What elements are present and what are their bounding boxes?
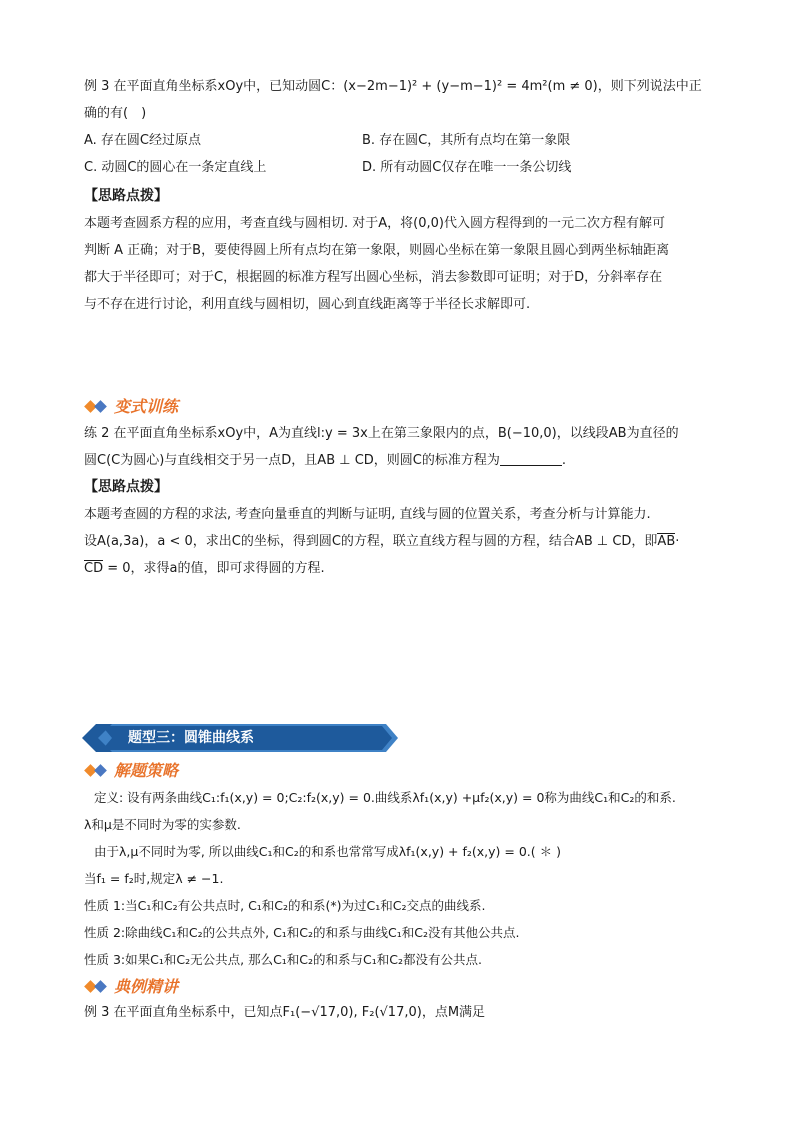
diamond-icon <box>84 980 110 994</box>
practice-2 <box>84 420 724 474</box>
vector-ab: AB <box>657 534 676 549</box>
section-example-title: 典例精讲 <box>114 977 179 996</box>
practice-2-line-2-text: 圆C(C为圆心)与直线相交于另一点D，且AB ⊥ CD，则圆C的标准方程为 <box>84 453 500 468</box>
strategy-definition: 定义: 设有两条曲线C₁:f₁(x,y) = 0;C₂:f₂(x,y) = 0.曲线系λf₁(x,y) +μf₂(x,y) = 0称为曲线C₁和C₂的和系. <box>94 790 676 805</box>
hint-2 <box>84 474 724 582</box>
diamond-icon <box>84 400 110 414</box>
hint-2-line-3-text: = 0，求得a的值，即可求得圆的方程. <box>103 561 325 576</box>
strategy-rewrite: 由于λ,μ不同时为零, 所以曲线C₁和C₂的和系也常常写成λf₁(x,y) + f₂(x,y) = 0.( ＊ ) <box>94 844 561 859</box>
hint-1-line-2: 判断 A 正确；对于B，要使得圆上所有点均在第一象限，则圆心坐标在第一象限且圆心到两坐标轴距离 <box>84 243 670 258</box>
options-row-1 <box>84 127 724 154</box>
strategy-definition-cont: λ和μ是不同时为零的实参数. <box>84 817 241 832</box>
option-a: A. 存在圆C经过原点 <box>84 133 202 148</box>
hint-2-line-3 <box>84 555 724 582</box>
section-variant-training <box>84 396 178 418</box>
practice-2-line-2-end: . <box>561 453 567 468</box>
vector-cd: CD <box>84 561 104 576</box>
section-strategy <box>84 760 178 782</box>
strategy-property-1: 性质 1:当C₁和C₂有公共点时, C₁和C₂的和系(*)为过C₁和C₂交点的曲线系. <box>84 898 486 913</box>
hint-2-heading: 【思路点拨】 <box>84 479 168 495</box>
practice-2-line-2 <box>84 447 724 474</box>
topic-banner-title: 题型三：圆锥曲线系 <box>128 730 254 746</box>
example-3-line-2: 确的有( ) <box>84 106 147 121</box>
hint-1-line-4: 与不存在进行讨论，利用直线与圆相切，圆心到直线距离等于半径长求解即可. <box>84 297 531 312</box>
option-d: D. 所有动圆C仅存在唯一一条公切线 <box>362 160 572 175</box>
answer-blank <box>500 451 562 466</box>
strategy-property-3: 性质 3:如果C₁和C₂无公共点, 那么C₁和C₂的和系与C₁和C₂都没有公共点. <box>84 952 482 967</box>
practice-2-line-1: 练 2 在平面直角坐标系xOy中，A为直线l:y = 3x上在第三象限内的点，B(−10,0)，以线段AB为直径的 <box>84 426 679 441</box>
strategy <box>84 784 724 973</box>
options <box>84 127 724 181</box>
hint-1-line-1: 本题考查圆系方程的应用，考查直线与圆相切. 对于A，将(0,0)代入圆方程得到的一元二次方程有解可 <box>84 216 665 231</box>
strategy-rule: 当f₁ = f₂时,规定λ ≠ −1. <box>84 871 224 886</box>
hint-1-heading: 【思路点拨】 <box>84 188 168 204</box>
example-3 <box>84 73 724 127</box>
option-b: B. 存在圆C，其所有点均在第一象限 <box>362 133 571 148</box>
example-3b-line-1: 例 3 在平面直角坐标系中，已知点F₁(−√17,0), F₂(√17,0)，点M满足 <box>84 1005 486 1020</box>
hint-2-line-2-text: 设A(a,3a)，a < 0，求出C的坐标，得到圆C的方程，联立直线方程与圆的方程，结合AB ⊥ CD，即 <box>84 534 658 549</box>
dot-operator: · <box>675 534 680 549</box>
section-strategy-title: 解题策略 <box>114 761 179 780</box>
options-row-2 <box>84 154 724 181</box>
hint-2-line-2 <box>84 528 724 555</box>
section-variant-title: 变式训练 <box>114 397 179 416</box>
option-c: C. 动圆C的圆心在一条定直线上 <box>84 160 267 175</box>
strategy-property-2: 性质 2:除曲线C₁和C₂的公共点外, C₁和C₂的和系与曲线C₁和C₂没有其他公共点. <box>84 925 520 940</box>
hint-2-line-1: 本题考查圆的方程的求法, 考查向量垂直的判断与证明, 直线与圆的位置关系，考查分析与计算能力. <box>84 507 651 522</box>
example-3b <box>84 999 724 1026</box>
hint-1-line-3: 都大于半径即可；对于C，根据圆的标准方程写出圆心坐标，消去参数即可证明；对于D，分斜率存在 <box>84 270 663 285</box>
hint-1 <box>84 183 724 318</box>
example-3-line-1: 例 3 在平面直角坐标系xOy中，已知动圆C：(x−2m−1)² + (y−m−1)² = 4m²(m ≠ 0)，则下列说法中正 <box>84 79 702 94</box>
section-example <box>84 976 178 998</box>
diamond-icon <box>84 764 110 778</box>
